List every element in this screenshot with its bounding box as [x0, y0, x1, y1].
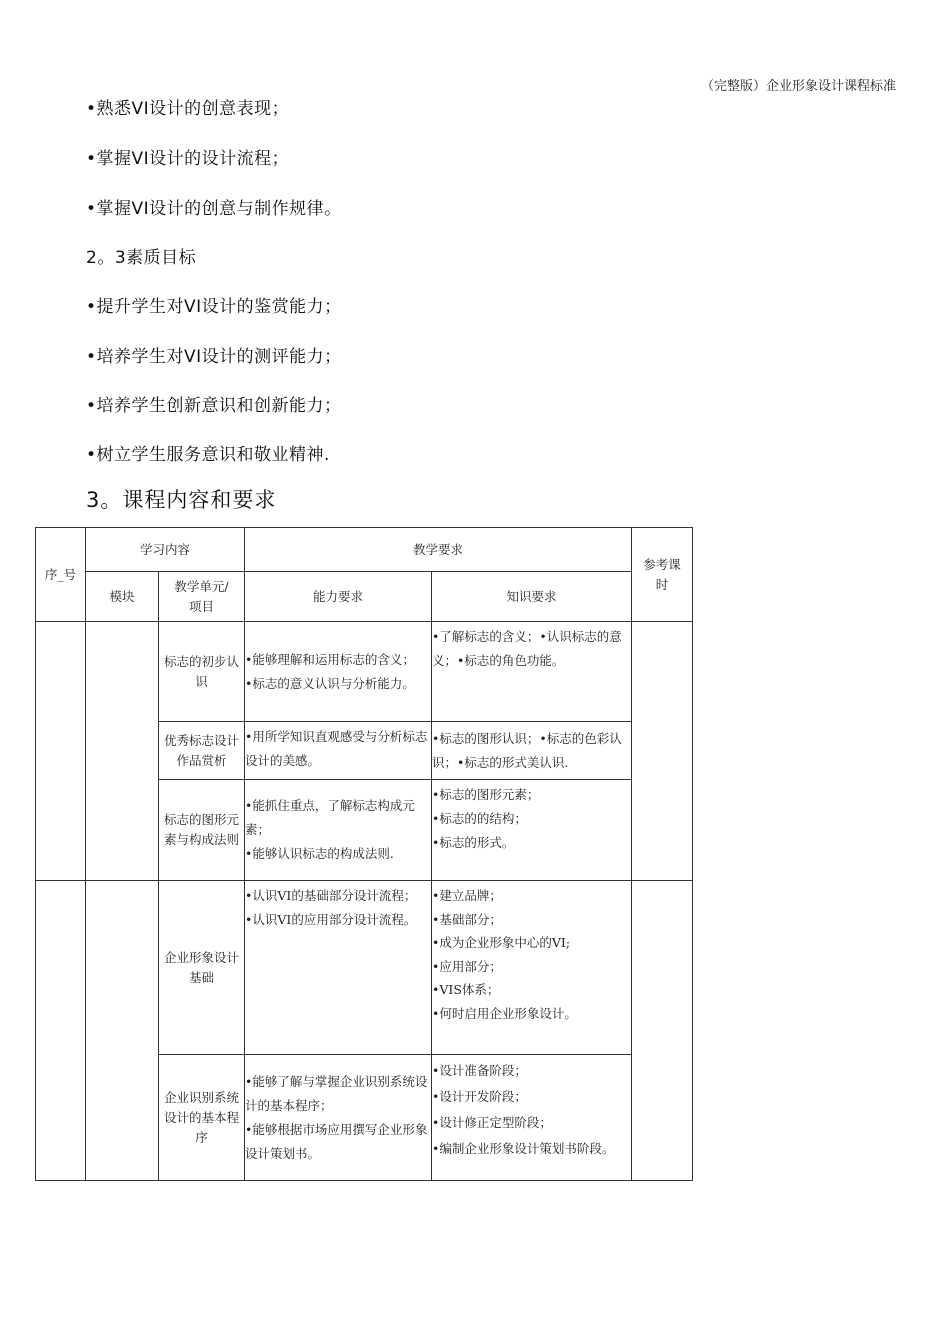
ability-cell — [245, 622, 432, 722]
objective-line: •树立学生服务意识和敬业精神. — [86, 445, 330, 465]
ability-item: •标志的意义认识与分析能力。 — [245, 675, 415, 691]
knowledge-item: •设计开发阶段； — [432, 1089, 527, 1104]
knowledge-item: •标志的的结构； — [432, 811, 527, 826]
ability-item: •认识VI的应用部分设计流程。 — [245, 912, 417, 927]
objective-line: •培养学生对VI设计的测评能力； — [86, 347, 342, 367]
module-cell — [86, 881, 159, 1181]
knowledge-item: •VIS体系； — [432, 982, 500, 997]
ability-item: •认识VI的基础部分设计流程； — [245, 888, 417, 903]
knowledge-cell — [432, 622, 632, 722]
knowledge-cell — [432, 881, 632, 1055]
objective-line: •培养学生创新意识和创新能力； — [86, 396, 342, 416]
knowledge-item: •成为企业形象中心的VI; — [432, 935, 571, 950]
knowledge-item: •建立品牌； — [432, 888, 502, 903]
course-content-table — [35, 527, 693, 1181]
ability-item: •能够理解和运用标志的含义； — [245, 651, 415, 667]
knowledge-item: •编制企业形象设计策划书阶段。 — [432, 1141, 615, 1156]
module-cell — [86, 622, 159, 881]
knowledge-cell — [432, 722, 632, 780]
ability-cell — [245, 1055, 432, 1181]
header-module: 模块 — [86, 572, 159, 622]
unit-cell: 优秀标志设计作品赏析 — [159, 722, 245, 780]
ability-cell — [245, 780, 432, 881]
unit-cell: 企业识别系统设计的基本程序 — [159, 1055, 245, 1181]
knowledge-item: •设计修正定型阶段； — [432, 1115, 552, 1130]
header-reference-hours: 参考课时 — [632, 528, 693, 622]
unit-cell: 标志的图形元素与构成法则 — [159, 780, 245, 881]
objective-line: •掌握VI设计的设计流程； — [86, 149, 290, 169]
unit-cell: 标志的初步认识 — [159, 622, 245, 722]
ability-item: •用所学知识直观感受与分析标志设计的美感。 — [245, 729, 428, 768]
objective-line: •掌握VI设计的创意与制作规律。 — [86, 199, 342, 219]
hours-cell — [632, 622, 693, 881]
ability-item: •能够了解与掌握企业识别系统设计的基本程序； — [245, 1073, 428, 1113]
objective-line: •提升学生对VI设计的鉴赏能力； — [86, 297, 342, 317]
header-unit: 教学单元/项目 — [159, 572, 245, 622]
knowledge-item: •基础部分； — [432, 911, 502, 927]
ability-cell — [245, 722, 432, 780]
knowledge-item: •了解标志的含义；•认识标志的意义；•标志的角色功能。 — [432, 629, 622, 668]
ability-item: •能够根据市场应用撰写企业形象设计策划书。 — [245, 1121, 428, 1161]
knowledge-item: •标志的图形元素； — [432, 787, 540, 802]
knowledge-cell — [432, 780, 632, 881]
seq-cell — [36, 881, 86, 1181]
header-study-content: 学习内容 — [86, 528, 245, 572]
knowledge-cell — [432, 1055, 632, 1181]
knowledge-item: •标志的形式。 — [432, 835, 515, 850]
knowledge-item: •应用部分； — [432, 958, 502, 974]
header-seq: 序_号 — [36, 528, 86, 622]
knowledge-item: •设计准备阶段； — [432, 1063, 527, 1078]
objective-line: •熟悉VI设计的创意表现； — [86, 99, 290, 119]
knowledge-item: •标志的图形认识；•标志的色彩认识；•标志的形式美认识. — [432, 730, 622, 770]
ability-item: •能抓住重点，了解标志构成元素； — [245, 798, 415, 837]
header-teaching-requirements: 教学要求 — [245, 528, 632, 572]
subsection-heading: 2。3素质目标 — [86, 248, 197, 268]
page-header-title: （完整版）企业形象设计课程标准 — [700, 79, 896, 94]
unit-cell: 企业形象设计基础 — [159, 881, 245, 1055]
header-ability: 能力要求 — [245, 572, 432, 622]
ability-cell — [245, 881, 432, 1055]
section-heading: 3。课程内容和要求 — [86, 488, 277, 512]
hours-cell — [632, 881, 693, 1181]
ability-item: •能够认识标志的构成法则. — [245, 846, 394, 861]
seq-cell — [36, 622, 86, 881]
header-knowledge: 知识要求 — [432, 572, 632, 622]
knowledge-item: •何时启用企业形象设计。 — [432, 1005, 577, 1021]
